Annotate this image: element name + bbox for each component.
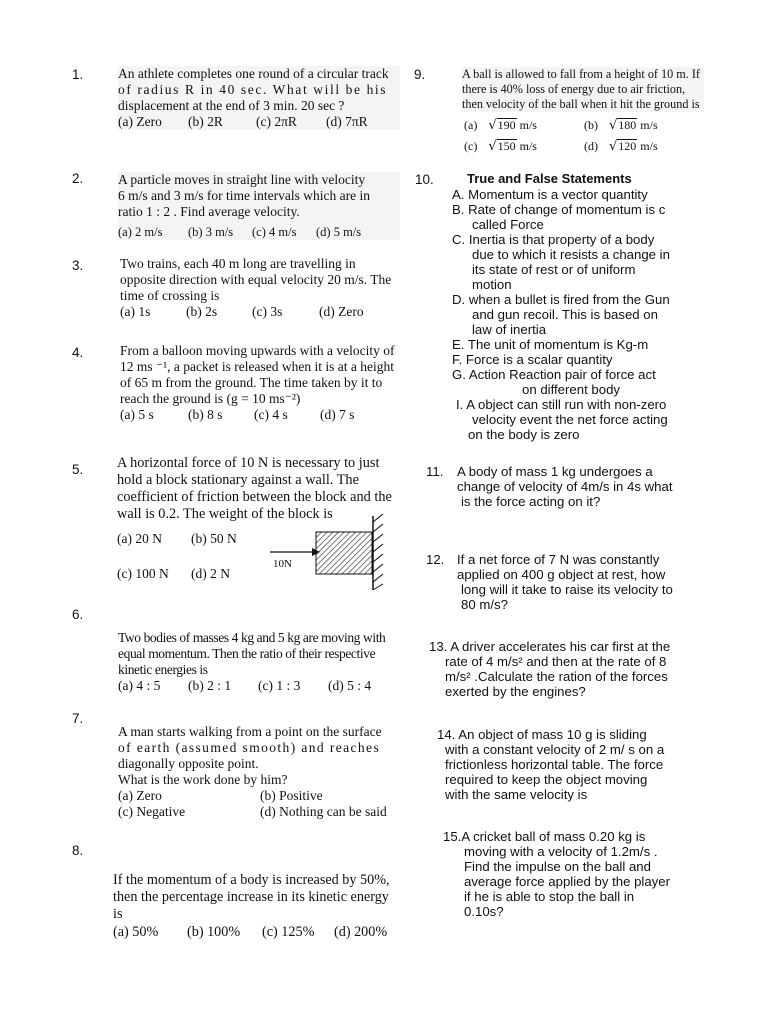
q6-option-c: (c) 1 : 3 [258, 678, 301, 693]
question-number-10: 10. [415, 172, 434, 187]
q9-option-a-unit: m/s [519, 118, 537, 132]
block-against-wall-figure [262, 512, 392, 592]
q4-line-4: reach the ground is (g = 10 ms⁻²) [120, 391, 301, 406]
q12-line-2: applied on 400 g object at rest, how [457, 567, 666, 582]
q5-force-label: 10N [273, 558, 292, 570]
q8-option-a: (a) 50% [113, 924, 159, 940]
q8-option-c: (c) 125% [262, 924, 315, 940]
q7-option-a: (a) Zero [118, 788, 162, 803]
q1-line-2: of radius R in 40 sec. What will be his [118, 82, 388, 97]
statement-e: E. The unit of momentum is Kg-m [452, 337, 649, 352]
q3-options [120, 304, 402, 320]
q5-options-row-2 [117, 566, 230, 582]
q15-line-1: A cricket ball of mass 0.20 kg is [461, 829, 646, 844]
q14-line-4: required to keep the object moving [445, 772, 648, 787]
q12-line-4: 80 m/s? [461, 597, 508, 612]
question-number-13: 13. [429, 639, 448, 654]
q8-options [113, 924, 403, 941]
q2-option-b: (b) 3 m/s [188, 225, 234, 239]
q4-line-1: From a balloon moving upwards with a velocity of [120, 343, 395, 358]
q2-line-1: A particle moves in straight line with velocity [118, 172, 366, 187]
q13-line-4: exerted by the engines? [445, 684, 586, 699]
q5-options-row-1 [117, 531, 237, 547]
question-11-text [457, 464, 737, 509]
q4-line-2: 12 ms ⁻¹, a packet is released when it is at a height [120, 359, 394, 374]
sqrt-icon: √ [609, 139, 618, 154]
q9-line-1: A ball is allowed to fall from a height of 10 m. If [462, 67, 700, 81]
q9-option-b-value: 180 [618, 118, 637, 132]
q11-line-2: change of velocity of 4m/s in 4s what [457, 479, 673, 494]
question-number-5: 5. [72, 462, 84, 477]
statement-d: D. when a bullet is fired from the Gun [452, 292, 670, 307]
q7-line-2: of earth (assumed smooth) and reaches [118, 740, 381, 755]
question-number-6: 6. [72, 607, 84, 622]
question-number-8: 8. [72, 843, 84, 858]
q1-line-3: displacement at the end of 3 min. 20 sec ? [118, 98, 345, 113]
q3-line-3: time of crossing is [120, 288, 220, 303]
question-8-text [113, 872, 403, 941]
q9-option-b-unit: m/s [640, 118, 658, 132]
q2-option-c: (c) 4 m/s [252, 225, 297, 239]
q6-line-1: Two bodies of masses 4 kg and 5 kg are moving with [118, 630, 386, 645]
q9-option-a-value: 190 [497, 118, 516, 132]
q7-line-3: diagonally opposite point. [118, 756, 259, 771]
q11-line-3: is the force acting on it? [461, 494, 601, 509]
q6-options [118, 678, 400, 694]
q9-option-c-value: 150 [497, 139, 516, 153]
q9-option-b-label: (b) [584, 118, 598, 132]
q2-line-2: 6 m/s and 3 m/s for time intervals which are in [118, 188, 370, 203]
q1-line-1: An athlete completes one round of a circular track [118, 66, 389, 81]
q8-line-3: is [113, 906, 123, 922]
statement-d-cont-2: law of inertia [472, 322, 547, 337]
statement-g-cont-1: on different body [522, 382, 621, 397]
q3-option-c: (c) 3s [252, 304, 283, 319]
question-13-text [429, 639, 729, 699]
q6-option-b: (b) 2 : 1 [188, 678, 232, 693]
q2-options [118, 224, 400, 240]
question-number-11: 11. [426, 464, 444, 479]
q12-line-3: long will it take to raise its velocity to [461, 582, 673, 597]
q9-option-d-unit: m/s [640, 139, 658, 153]
q3-option-a: (a) 1s [120, 304, 151, 319]
q14-line-5: with the same velocity is [445, 787, 588, 802]
question-number-7: 7. [72, 711, 84, 726]
question-number-2: 2. [72, 171, 84, 186]
question-15-text [443, 829, 733, 919]
statement-c-cont-1: due to which it resists a change in [472, 247, 670, 262]
q15-line-6: 0.10s? [464, 904, 504, 919]
q9-line-2: there is 40% loss of energy due to air friction, [462, 82, 686, 96]
wall-hatching [373, 514, 383, 590]
question-number-12: 12. [426, 552, 445, 567]
question-6-text [118, 630, 400, 694]
q4-line-3: of 65 m from the ground. The time taken by it to [120, 375, 383, 390]
statement-b-cont-1: called Force [472, 217, 544, 232]
statement-d-cont-1: and gun recoil. This is based on [472, 307, 658, 322]
q7-option-d: (d) Nothing can be said [260, 804, 387, 819]
q15-line-3: Find the impulse on the ball and [464, 859, 651, 874]
q1-option-b: (b) 2R [188, 114, 223, 129]
statement-g: G. Action Reaction pair of force act [452, 367, 656, 382]
q1-option-c: (c) 2πR [256, 114, 297, 129]
q13-line-2: rate of 4 m/s² and then at the rate of 8 [445, 654, 667, 669]
q15-line-4: average force applied by the player [464, 874, 671, 889]
q4-options [120, 407, 402, 423]
question-number-4: 4. [72, 345, 84, 360]
q8-option-d: (d) 200% [334, 924, 388, 940]
statement-i-cont-1: velocity event the net force acting [472, 412, 668, 427]
q7-options-row-2 [118, 804, 403, 820]
sqrt-icon: √ [488, 139, 497, 154]
question-number-14: 14. [437, 727, 456, 742]
question-number-9: 9. [414, 67, 426, 82]
block-shape [316, 532, 372, 574]
q3-line-2: opposite direction with equal velocity 20 m/s. The [120, 272, 392, 287]
q7-option-c: (c) Negative [118, 804, 186, 819]
q9-option-c [464, 138, 537, 155]
q1-option-d: (d) 7πR [326, 114, 368, 129]
statement-c-cont-3: motion [472, 277, 512, 292]
q13-line-3: m/s² .Calculate the ration of the forces [445, 669, 668, 684]
q3-option-b: (b) 2s [186, 304, 218, 319]
q9-option-d [584, 138, 658, 155]
q9-option-a [464, 117, 537, 134]
question-1-text [118, 66, 400, 130]
statement-f: F. Force is a scalar quantity [452, 352, 613, 367]
q6-line-2: equal momentum. Then the ratio of their respective [118, 646, 376, 661]
q14-line-3: frictionless horizontal table. The force [445, 757, 664, 772]
question-4-text [120, 343, 402, 423]
statement-a: A. Momentum is a vector quantity [452, 187, 648, 202]
statement-c: C. Inertia is that property of a body [452, 232, 655, 247]
statement-i-cont-2: on the body is zero [468, 427, 580, 442]
q14-line-1: An object of mass 10 g is sliding [458, 727, 647, 742]
statement-c-cont-2: its state of rest or of uniform [472, 262, 636, 277]
q12-line-1: If a net force of 7 N was constantly [457, 552, 660, 567]
q1-option-a: (a) Zero [118, 114, 162, 129]
question-3-text [120, 256, 402, 320]
question-number-3: 3. [72, 258, 84, 273]
q4-option-d: (d) 7 s [320, 407, 355, 422]
q8-line-2: then the percentage increase in its kinetic energy [113, 889, 389, 905]
q4-option-c: (c) 4 s [254, 407, 288, 422]
question-number-1: 1. [72, 67, 84, 82]
q14-line-2: with a constant velocity of 2 m/ s on a [445, 742, 665, 757]
q9-line-3: then velocity of the ball when it hit the ground is [462, 97, 700, 111]
q9-option-c-label: (c) [464, 139, 478, 153]
question-12-text [457, 552, 737, 612]
q11-line-1: A body of mass 1 kg undergoes a [457, 464, 653, 479]
q5-line-4: wall is 0.2. The weight of the block is [117, 506, 333, 522]
q10-statements [452, 187, 742, 442]
q4-option-a: (a) 5 s [120, 407, 154, 422]
q9-option-b [584, 117, 658, 134]
q3-option-d: (d) Zero [319, 304, 364, 319]
q15-line-5: if he is able to stop the ball in [464, 889, 635, 904]
q8-option-b: (b) 100% [187, 924, 241, 940]
q6-option-d: (d) 5 : 4 [328, 678, 372, 693]
q2-option-a: (a) 2 m/s [118, 225, 163, 239]
q3-line-1: Two trains, each 40 m long are travelling in [120, 256, 356, 271]
q7-line-4: What is the work done by him? [118, 772, 288, 787]
q7-line-1: A man starts walking from a point on the surface [118, 724, 382, 739]
q6-line-3: kinetic energies is [118, 662, 208, 677]
q5-line-3: coefficient of friction between the block and the [117, 489, 392, 505]
q9-option-d-label: (d) [584, 139, 598, 153]
question-number-15: 15. [443, 829, 462, 844]
q2-option-d: (d) 5 m/s [316, 225, 362, 239]
q10-title: True and False Statements [467, 171, 632, 186]
q5-option-a: (a) 20 N [117, 531, 162, 546]
question-2-text [118, 172, 400, 240]
sqrt-icon: √ [488, 118, 497, 133]
q5-option-d: (d) 2 N [191, 566, 230, 581]
q1-options [118, 114, 400, 130]
q5-option-b: (b) 50 N [191, 531, 237, 546]
q6-option-a: (a) 4 : 5 [118, 678, 161, 693]
q15-line-2: moving with a velocity of 1.2m/s . [464, 844, 658, 859]
question-7-text [118, 724, 403, 820]
statement-b: B. Rate of change of momentum is c [452, 202, 666, 217]
q9-option-d-value: 120 [618, 139, 637, 153]
q5-option-c: (c) 100 N [117, 566, 169, 581]
q7-option-b: (b) Positive [260, 788, 323, 803]
q5-line-1: A horizontal force of 10 N is necessary to just [117, 455, 380, 471]
q5-line-2: hold a block stationary against a wall. The [117, 472, 359, 488]
q9-option-c-unit: m/s [519, 139, 537, 153]
q7-options-row-1 [118, 788, 403, 804]
q4-option-b: (b) 8 s [188, 407, 223, 422]
q8-line-1: If the momentum of a body is increased by 50%, [113, 872, 390, 888]
statement-i: I. A object can still run with non-zero [456, 397, 667, 412]
sqrt-icon: √ [609, 118, 618, 133]
q2-line-3: ratio 1 : 2 . Find average velocity. [118, 204, 300, 219]
q9-option-a-label: (a) [464, 118, 478, 132]
question-9-text [462, 67, 704, 112]
q13-line-1: A driver accelerates his car first at the [450, 639, 671, 654]
question-14-text [437, 727, 737, 802]
